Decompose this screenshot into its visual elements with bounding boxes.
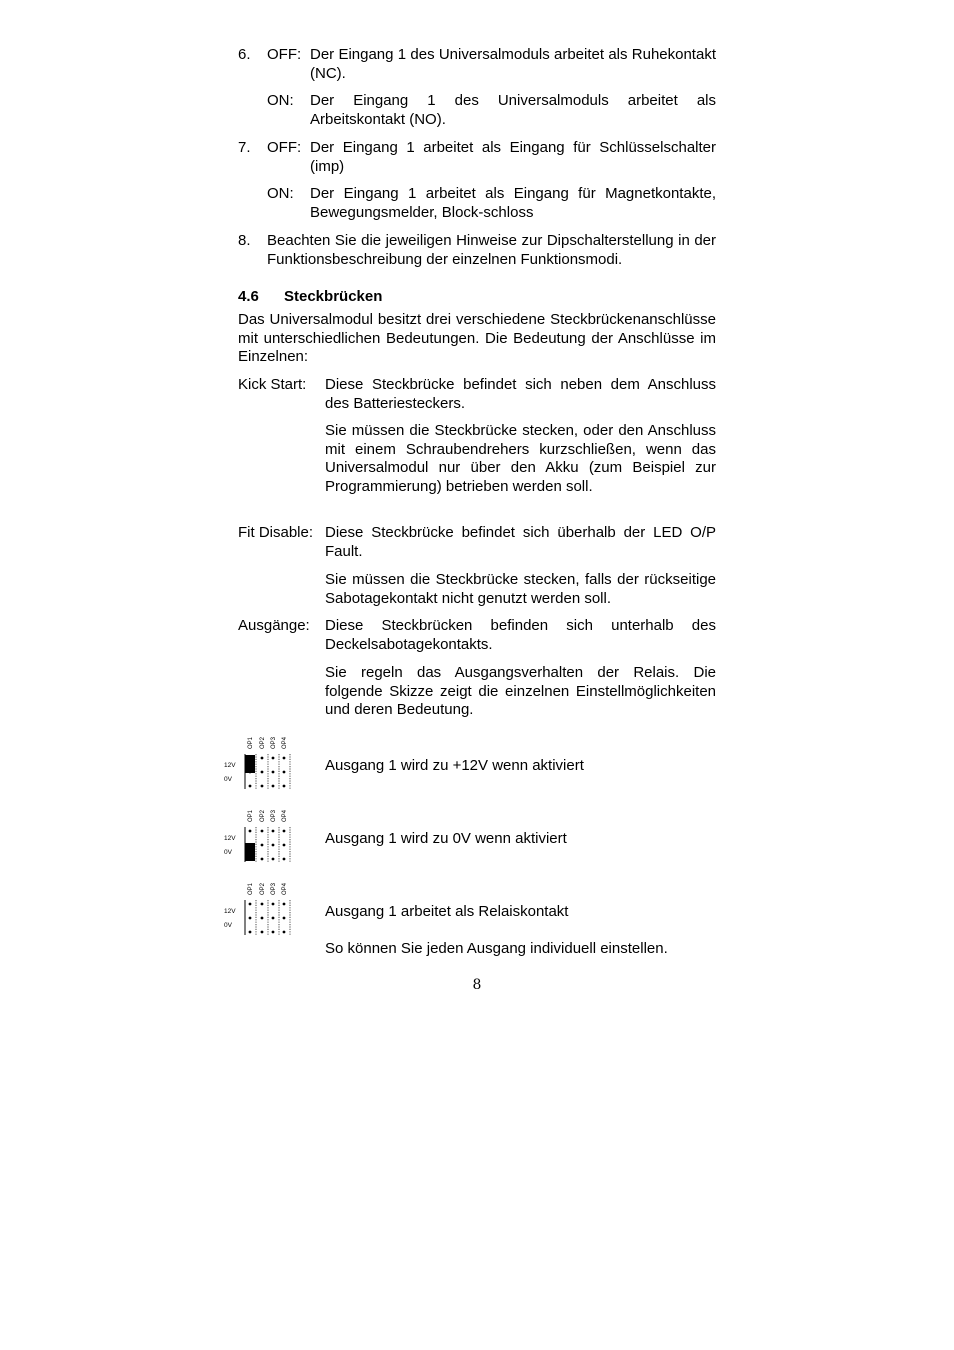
pin xyxy=(272,931,275,934)
row-label: 12V xyxy=(224,908,236,915)
pin xyxy=(261,931,264,934)
pin xyxy=(272,757,275,760)
item-text: Beachten Sie die jeweiligen Hinweise zur Dipschalterstellung in der Funktionsbeschreibung der einzelnen Funktionsmodi. xyxy=(267,232,716,268)
pin xyxy=(272,917,275,920)
pin xyxy=(272,858,275,861)
pin xyxy=(249,903,252,906)
pin xyxy=(272,771,275,774)
definition-paragraph: Diese Steckbrücken befinden sich unterhalb des Deckelsabotagekontakts. xyxy=(325,617,716,653)
pin xyxy=(249,771,252,774)
column-label: OP4 xyxy=(282,809,288,822)
pin xyxy=(249,830,252,833)
pin xyxy=(249,917,252,920)
page-number: 8 xyxy=(472,977,482,993)
pin xyxy=(272,785,275,788)
definition-term: Kick Start: xyxy=(238,376,307,393)
row-label: 0V xyxy=(224,776,232,783)
on-label: ON: xyxy=(267,92,294,109)
column-label: OP2 xyxy=(260,736,266,749)
definition-paragraph: Diese Steckbrücke befindet sich neben dem Anschluss des Batteriesteckers. xyxy=(325,376,716,412)
pin xyxy=(283,903,286,906)
pin xyxy=(272,844,275,847)
column-label: OP3 xyxy=(271,736,277,749)
pin xyxy=(283,931,286,934)
pin xyxy=(249,757,252,760)
definition-paragraph: Sie regeln das Ausgangsverhalten der Relais. Die folgende Skizze zeigt die einzelnen Einstellmöglichkeiten und deren Bedeutung. xyxy=(325,664,716,718)
pin xyxy=(261,917,264,920)
definition-paragraph: Sie müssen die Steckbrücke stecken, falls der rückseitige Sabotagekontakt nicht genutzt werden soll. xyxy=(325,571,716,607)
jumper-description: Ausgang 1 wird zu +12V wenn aktiviert xyxy=(325,757,584,774)
pin xyxy=(283,785,286,788)
column-label: OP1 xyxy=(248,809,254,822)
closing-text: So können Sie jeden Ausgang individuell einstellen. xyxy=(325,940,668,957)
section-intro: Das Universalmodul besitzt drei verschiedene Steckbrückenanschlüsse mit unterschiedlichen Bedeutungen. Die Bedeutung der Anschlüsse im Einzelnen: xyxy=(238,311,716,365)
off-label: OFF: xyxy=(267,46,302,63)
column-label: OP2 xyxy=(260,809,266,822)
pin xyxy=(283,830,286,833)
pin xyxy=(261,830,264,833)
on-text: Der Eingang 1 arbeitet als Eingang für Magnetkontakte, Bewegungsmelder, Block-schloss xyxy=(310,185,716,221)
jumper-description: Ausgang 1 wird zu 0V wenn aktiviert xyxy=(325,830,567,847)
definition-term: Fit Disable: xyxy=(238,524,314,541)
jumper-diagram xyxy=(222,805,294,867)
jumper-svg xyxy=(222,732,294,794)
on-label: ON: xyxy=(267,185,294,202)
definition-paragraph: Diese Steckbrücke befindet sich überhalb der LED O/P Fault. xyxy=(325,524,716,560)
off-text: Der Eingang 1 arbeitet als Eingang für Schlüsselschalter (imp) xyxy=(310,139,716,175)
column-label: OP4 xyxy=(282,736,288,749)
jumper-diagram xyxy=(222,878,294,940)
pin xyxy=(261,785,264,788)
column-label: OP1 xyxy=(248,882,254,895)
section-number: 4.6 xyxy=(238,288,259,305)
pin xyxy=(261,771,264,774)
column-label: OP3 xyxy=(271,809,277,822)
pin xyxy=(261,757,264,760)
pin xyxy=(249,858,252,861)
pin xyxy=(249,785,252,788)
pin xyxy=(283,844,286,847)
pin xyxy=(261,903,264,906)
column-label: OP2 xyxy=(260,882,266,895)
row-label: 12V xyxy=(224,835,236,842)
item-number: 8. xyxy=(238,232,251,249)
jumper-svg xyxy=(222,805,294,867)
pin xyxy=(272,903,275,906)
definition-paragraph: Sie müssen die Steckbrücke stecken, oder den Anschluss mit einem Schraubendrehers kurzschließen, wenn das Universalmodul nur über den Akku (zum Beispiel zur Programmierung) betrieben werden soll. xyxy=(325,422,716,495)
pin xyxy=(283,858,286,861)
pin xyxy=(283,771,286,774)
item-number: 6. xyxy=(238,46,251,63)
row-label: 0V xyxy=(224,849,232,856)
jumper-diagram xyxy=(222,732,294,794)
off-label: OFF: xyxy=(267,139,302,156)
jumper-svg xyxy=(222,878,294,940)
row-label: 12V xyxy=(224,762,236,769)
column-label: OP3 xyxy=(271,882,277,895)
pin xyxy=(283,757,286,760)
definition-term: Ausgänge: xyxy=(238,617,310,634)
off-text: Der Eingang 1 des Universalmoduls arbeitet als Ruhekontakt (NC). xyxy=(310,46,716,82)
column-label: OP1 xyxy=(248,736,254,749)
pin xyxy=(272,830,275,833)
pin xyxy=(261,858,264,861)
pin xyxy=(283,917,286,920)
item-number: 7. xyxy=(238,139,251,156)
pin xyxy=(261,844,264,847)
section-title: Steckbrücken xyxy=(284,288,383,305)
pin xyxy=(249,844,252,847)
on-text: Der Eingang 1 des Universalmoduls arbeitet als Arbeitskontakt (NO). xyxy=(310,92,716,128)
section-heading xyxy=(238,288,382,307)
column-label: OP4 xyxy=(282,882,288,895)
row-label: 0V xyxy=(224,922,232,929)
pin xyxy=(249,931,252,934)
jumper-description: Ausgang 1 arbeitet als Relaiskontakt xyxy=(325,903,569,920)
